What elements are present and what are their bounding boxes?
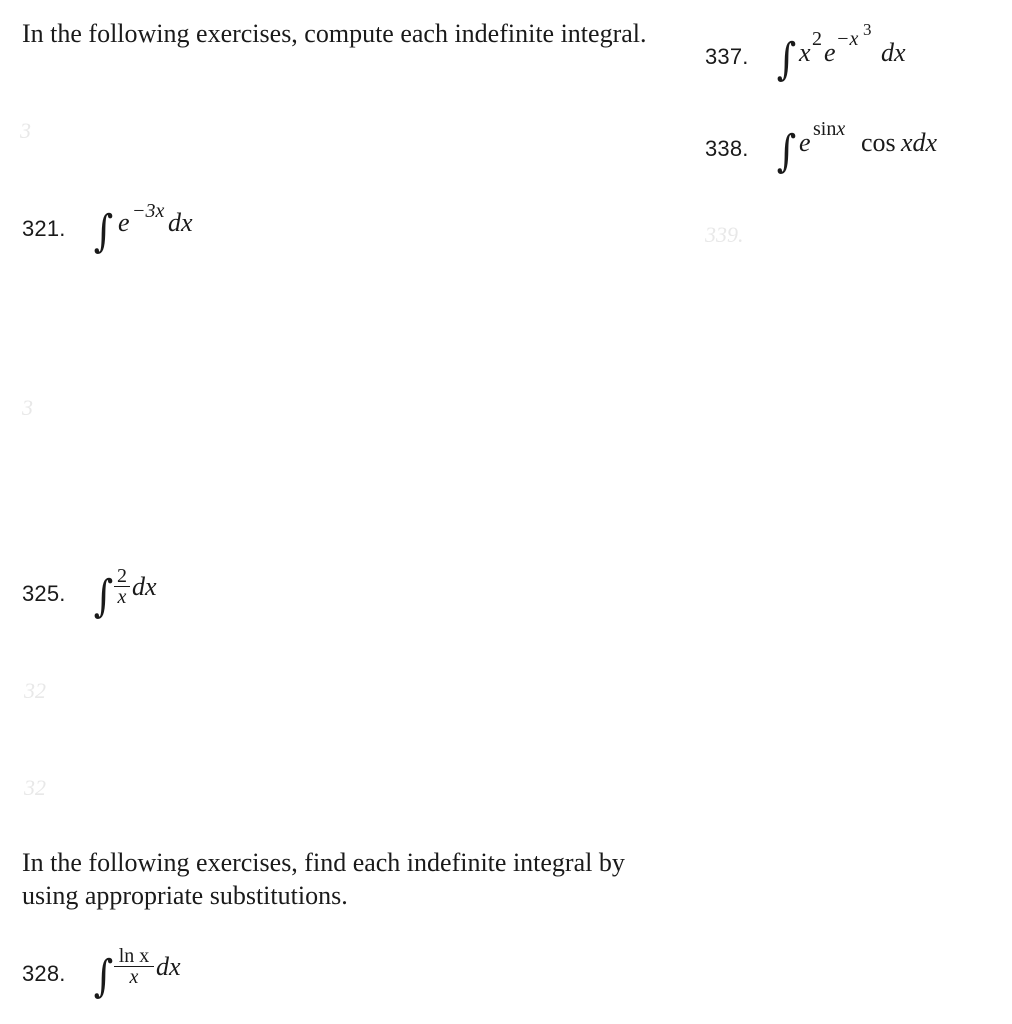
problem-337 — [705, 18, 1005, 85]
problem-338 — [705, 110, 1005, 177]
integral-sign: ∫ — [93, 206, 114, 257]
integral-expression — [775, 18, 1012, 85]
differential: dx — [168, 208, 193, 237]
problem-321 — [22, 190, 322, 257]
base-e: e — [799, 128, 811, 157]
problem-number: 328. — [22, 961, 66, 986]
problem-number: 321. — [22, 216, 66, 241]
differential: xdx — [901, 128, 938, 157]
integral-sign: ∫ — [776, 34, 797, 85]
problem-328 — [22, 935, 322, 1002]
problem-number: 338. — [705, 136, 749, 161]
bleed-through-artifact: 32 — [24, 775, 46, 800]
integral-sign: ∫ — [93, 951, 114, 1002]
exponent-minus-x: −x — [836, 28, 859, 50]
intro-paragraph-compute: In the following exercises, compute each indefinite integral. — [22, 19, 647, 48]
integral-expression — [92, 555, 352, 622]
base-e: e — [118, 208, 130, 237]
integral-expression — [92, 935, 352, 1002]
problem-325 — [22, 555, 322, 622]
denominator: x — [117, 586, 127, 608]
bleed-through-artifact: 3 — [22, 395, 33, 420]
integral-sign: ∫ — [776, 126, 797, 177]
differential: dx — [156, 952, 181, 981]
cos-function: cos — [861, 128, 896, 157]
x-power: 2 — [812, 28, 822, 50]
integral-sign: ∫ — [93, 571, 114, 622]
integral-expression — [775, 110, 1012, 177]
numerator: 2 — [117, 565, 127, 587]
bleed-through-artifact: 3 — [20, 118, 31, 143]
fraction — [114, 567, 130, 606]
base-e: e — [824, 38, 836, 67]
bleed-through-artifact: 339. — [705, 222, 744, 247]
differential: dx — [881, 38, 906, 67]
problem-number: 337. — [705, 44, 749, 69]
problem-number: 325. — [22, 581, 66, 606]
intro-paragraph-substitution: In the following exercises, find each indefinite integral by using appropriate substitutions. — [22, 848, 625, 910]
exponent: −3x — [132, 200, 165, 222]
differential: dx — [132, 572, 157, 601]
exponent: sinx — [813, 118, 846, 140]
exponent-power: 3 — [863, 20, 872, 39]
numerator: ln x — [118, 945, 150, 967]
fraction — [114, 947, 154, 986]
variable-x: x — [799, 38, 811, 67]
integral-expression — [92, 190, 352, 257]
denominator: x — [129, 966, 139, 988]
bleed-through-artifact: 32 — [24, 678, 46, 703]
